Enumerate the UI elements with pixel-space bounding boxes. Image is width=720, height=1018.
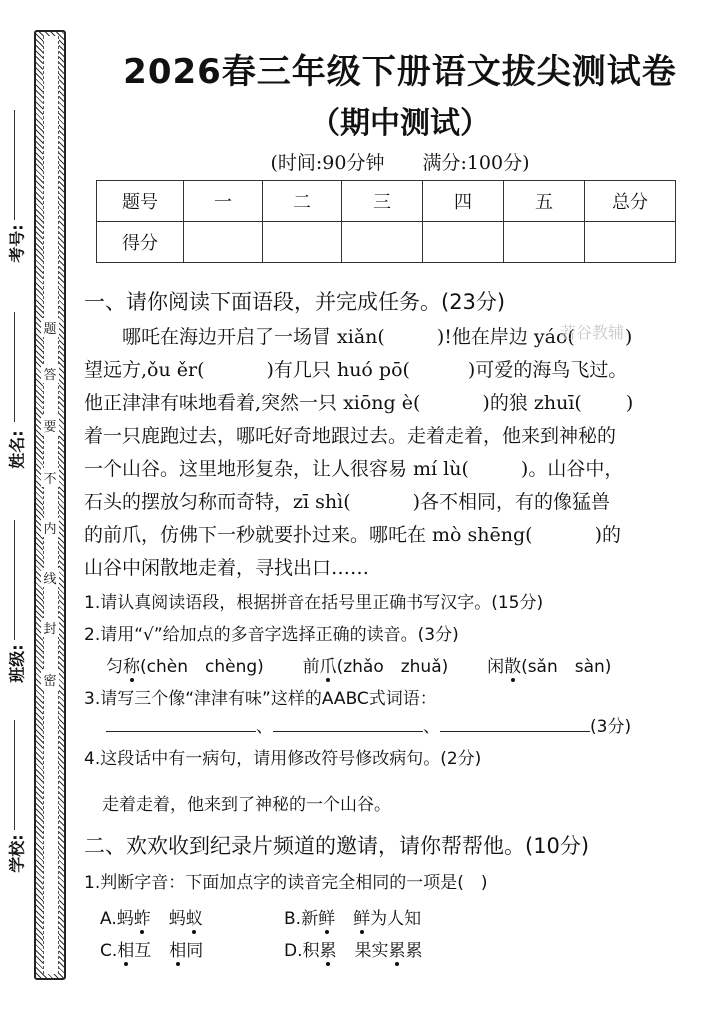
score-cell[interactable] (423, 222, 504, 263)
passage-text: )的狼 zhuī( (482, 392, 582, 414)
passage-line-3 (84, 388, 633, 415)
seal-char: 封 (41, 618, 59, 637)
passage-text: )。山谷中， (520, 458, 624, 480)
score-header-cell: 五 (504, 181, 585, 222)
s1-question-1: 1.请认真阅读语段，根据拼音在括号里正确书写汉字。(15分) (84, 593, 544, 613)
section1-heading: 一、请你阅读下面语段，并完成任务。(23分) (84, 290, 506, 314)
reading-choices[interactable]: (zhǎo zhuǎ) (336, 657, 449, 677)
passage-text: 着一只鹿跑过去，哪吒好奇地跟过去。走着走着，他来到神秘的 (84, 425, 617, 447)
seal-char: 线 (41, 568, 59, 587)
passage-line-6 (84, 487, 610, 514)
score-header-cell: 二 (263, 181, 342, 222)
passage-text: 一个山谷。这里地形复杂，让人很容易 mí lù( (84, 458, 469, 480)
score-header-cell: 一 (184, 181, 263, 222)
name-line (14, 312, 15, 422)
passage-text: 他正津津有味地看着,突然一只 xiōng è( (84, 392, 421, 414)
option-word: 匀称 (106, 657, 140, 677)
passage-text: )可爱的海鸟飞过。 (467, 359, 628, 381)
s1-question-4-sentence[interactable]: 走着走着，他来到了神秘的一个山谷。 (102, 795, 391, 815)
school-label: 学校: (7, 834, 27, 873)
s2-question-1: 1.判断字音：下面加点字的读音完全相同的一项是( ) (84, 873, 488, 893)
score-note: (3分) (590, 717, 632, 737)
passage-text: )各不相同，有的像猛兽 (412, 491, 611, 513)
seal-char: 不 (41, 468, 59, 487)
passage-line-5 (84, 454, 623, 481)
passage-line-1 (84, 322, 632, 349)
score-cell[interactable] (585, 222, 676, 263)
score-cell[interactable] (504, 222, 585, 263)
passage-text: ) (624, 326, 633, 348)
score-table-header-row (97, 181, 676, 222)
seal-char: 要 (41, 416, 59, 435)
option-c[interactable]: C.相互 相同 (100, 941, 204, 961)
passage-text: 山谷中闲散地走着，寻找出口…… (84, 557, 370, 579)
section2-heading: 二、欢欢收到纪录片频道的邀请，请你帮帮他。(10分) (84, 834, 590, 858)
exam-title: 2026春三年级下册语文拔尖测试卷 (123, 52, 677, 92)
reading-choices[interactable]: (chèn chèng) (140, 657, 264, 677)
score-header-cell: 三 (342, 181, 423, 222)
option-a[interactable]: A.蚂蚱 蚂蚁 (100, 909, 203, 929)
passage-text: )有几只 huó pō( (266, 359, 410, 381)
seal-char: 答 (41, 364, 59, 383)
passage-line-8 (84, 553, 369, 580)
score-header-cell: 题号 (97, 181, 184, 222)
class-label: 班级: (7, 644, 27, 683)
option-word: 闲散 (487, 657, 522, 677)
passage-line-4 (84, 421, 616, 448)
score-header-cell: 四 (423, 181, 504, 222)
exam-info: (时间:90分钟 满分:100分) (270, 152, 530, 174)
s1-question-3-answers: 、 、 (3分) (106, 712, 631, 737)
exam-subtitle: （期中测试） (310, 106, 490, 141)
option-d[interactable]: D.积累 果实累累 (284, 941, 423, 961)
s1-question-4: 4.这段话中有一病句，请用修改符号修改病句。(2分) (84, 749, 482, 769)
option-b[interactable]: B.新鲜 鲜为人知 (284, 909, 422, 929)
class-line (14, 520, 15, 640)
seal-char: 内 (41, 518, 59, 537)
passage-text: 石头的摆放匀称而奇特，zī shì( (84, 491, 351, 513)
passage-text: 望远方,ǒu ěr( (84, 359, 205, 381)
score-cell[interactable] (263, 222, 342, 263)
binding-margin (34, 30, 66, 980)
answer-blank[interactable] (273, 713, 423, 732)
score-cell[interactable] (184, 222, 263, 263)
s1-question-2: 2.请用“√”给加点的多音字选择正确的读音。(3分) (84, 625, 459, 645)
score-cell[interactable] (342, 222, 423, 263)
answer-blank[interactable] (440, 713, 590, 732)
answer-blank[interactable] (106, 713, 256, 732)
name-label: 姓名: (7, 430, 27, 469)
score-row-label: 得分 (97, 222, 184, 263)
passage-line-2 (84, 355, 627, 382)
s1-question-3: 3.请写三个像“津津有味”这样的AABC式词语： (84, 689, 437, 709)
passage-text: 的前爪，仿佛下一秒就要扑过来。哪吒在 mò shēng( (84, 524, 533, 546)
reading-choices[interactable]: (sǎn sàn) (521, 657, 612, 677)
s1-question-2-options (106, 652, 611, 677)
score-table (96, 180, 676, 263)
passage-line-7 (84, 520, 621, 547)
seal-char: 题 (41, 318, 59, 337)
watermark: 若谷教辅 (560, 323, 625, 342)
passage-text: 哪吒在海边开启了一场冒 xiǎn( (84, 326, 385, 348)
passage-text: )的 (594, 524, 622, 546)
option-word: 前爪 (302, 657, 337, 677)
exam-number-line (14, 110, 15, 220)
passage-text: )!他在岸边 yáo( (436, 326, 575, 348)
school-line (14, 720, 15, 830)
seal-char: 密 (41, 670, 59, 689)
score-header-cell: 总分 (585, 181, 676, 222)
passage-text: ) (625, 392, 634, 414)
score-table-score-row (97, 222, 676, 263)
exam-number-label: 考号: (7, 224, 27, 263)
